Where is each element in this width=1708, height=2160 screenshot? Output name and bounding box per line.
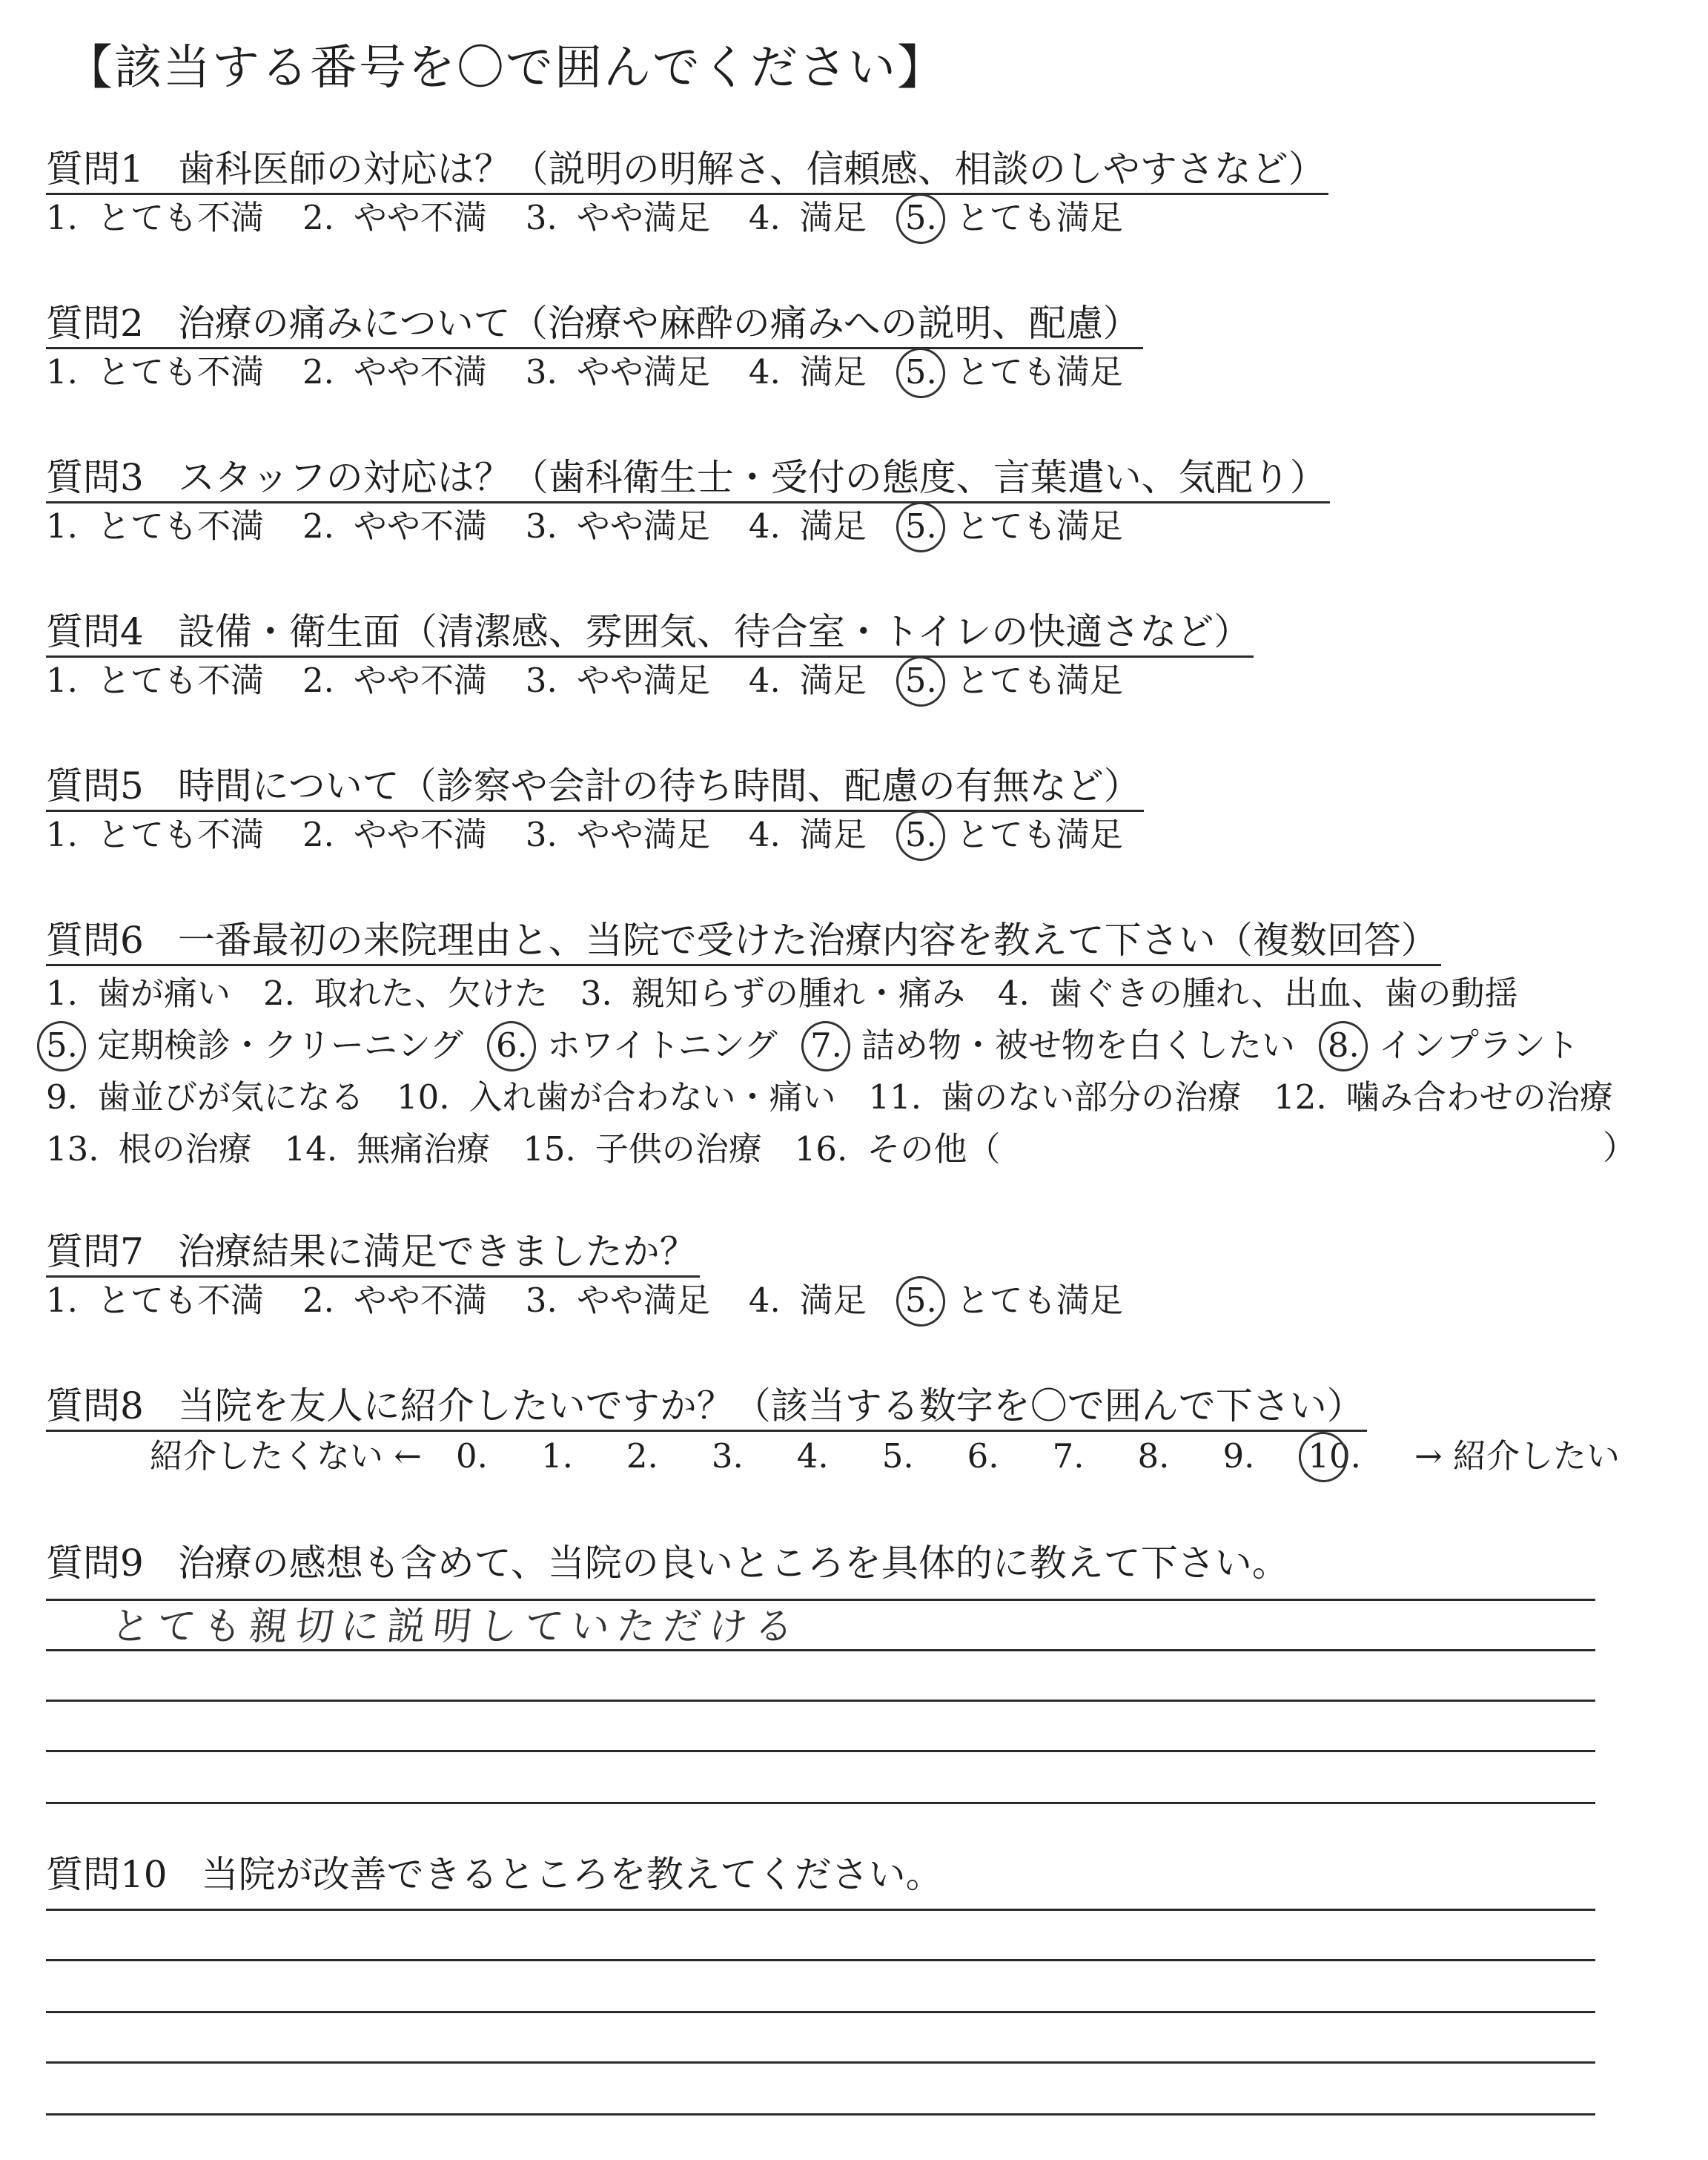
option-label: 噛み合わせの治療 bbox=[1345, 1077, 1613, 1117]
option-label: インプラント bbox=[1378, 1025, 1579, 1065]
question-heading bbox=[46, 1382, 1367, 1432]
option[interactable] bbox=[580, 971, 965, 1016]
option[interactable] bbox=[749, 813, 867, 857]
option-number: 16. bbox=[794, 1129, 848, 1169]
option-label: とても不満 bbox=[96, 198, 264, 237]
option[interactable] bbox=[998, 971, 1518, 1016]
other-close-paren: ） bbox=[1603, 1128, 1637, 1167]
question-heading bbox=[46, 1851, 943, 1898]
question-heading bbox=[46, 1539, 1289, 1587]
option-number: 1. bbox=[46, 1281, 78, 1320]
option-number: 4. bbox=[748, 661, 781, 700]
option[interactable] bbox=[302, 504, 487, 549]
option[interactable] bbox=[749, 1278, 867, 1323]
option[interactable] bbox=[46, 813, 264, 857]
option-label: やや満足 bbox=[576, 506, 710, 546]
option-number: 2. bbox=[262, 974, 295, 1013]
q6-row bbox=[46, 1127, 1033, 1172]
option-number: 13. bbox=[46, 1129, 99, 1169]
option-label: ホワイトニング bbox=[546, 1025, 778, 1065]
option-number: 3. bbox=[525, 198, 557, 237]
option-label: やや満足 bbox=[576, 1281, 710, 1320]
option-label: 満足 bbox=[799, 506, 867, 546]
option-number: 14. bbox=[284, 1129, 338, 1169]
option-number: 1. bbox=[46, 974, 78, 1013]
option-number: 1. bbox=[46, 506, 78, 546]
option-label: とても満足 bbox=[956, 506, 1123, 546]
question-number: 質問3 bbox=[46, 456, 144, 499]
option[interactable] bbox=[749, 196, 867, 240]
option-label: 入れ歯が合わない・痛い bbox=[469, 1077, 836, 1117]
option[interactable] bbox=[1274, 1075, 1613, 1120]
question-heading bbox=[46, 916, 1441, 966]
option-label: やや不満 bbox=[353, 352, 487, 392]
option-label: 満足 bbox=[799, 1281, 867, 1320]
answer-line bbox=[46, 1909, 1595, 1911]
option-number: 2. bbox=[302, 352, 334, 392]
question-text: 歯科医師の対応は？（説明の明解さ、信頼感、相談のしやすさなど） bbox=[177, 148, 1325, 191]
scale-value[interactable] bbox=[626, 1434, 678, 1479]
option-number: 4. bbox=[748, 198, 781, 237]
option-number: 7. bbox=[810, 1025, 842, 1065]
q6-row bbox=[46, 971, 1551, 1016]
option-number: 5. bbox=[904, 661, 937, 700]
option-label: 歯ぐきの腫れ、出血、歯の動揺 bbox=[1048, 974, 1518, 1013]
option-label: とても不満 bbox=[96, 1281, 264, 1320]
question-7 bbox=[46, 1228, 1662, 1376]
scale-number: 10. bbox=[1308, 1436, 1361, 1476]
rating-options bbox=[46, 350, 1162, 394]
question-text: 設備・衛生面（清潔感、雰囲気、待合室・トイレの快適さなど） bbox=[177, 610, 1251, 653]
option-label: とても不満 bbox=[96, 661, 264, 700]
option-number: 3. bbox=[525, 815, 557, 854]
question-3 bbox=[46, 454, 1662, 602]
question-number: 質問9 bbox=[46, 1542, 144, 1585]
option-number: 12. bbox=[1274, 1077, 1327, 1117]
question-number: 質問1 bbox=[46, 148, 144, 191]
option-number: 4. bbox=[748, 1281, 781, 1320]
recommend-scale bbox=[150, 1434, 1654, 1479]
option-number: 5. bbox=[904, 506, 937, 546]
option-label: やや不満 bbox=[353, 1281, 487, 1320]
question-number: 質問6 bbox=[46, 919, 144, 962]
option-label: 子供の治療 bbox=[595, 1129, 762, 1169]
option[interactable] bbox=[263, 971, 548, 1016]
option[interactable] bbox=[526, 658, 710, 703]
option[interactable] bbox=[302, 813, 487, 857]
option-number: 4. bbox=[748, 815, 781, 854]
option[interactable] bbox=[285, 1127, 491, 1172]
option-number: 5. bbox=[904, 1281, 937, 1320]
option-number: 2. bbox=[302, 661, 334, 700]
question-text: スタッフの対応は？（歯科衛生士・受付の態度、言葉遣い、気配り） bbox=[177, 456, 1327, 499]
scale-value[interactable] bbox=[456, 1434, 507, 1479]
scale-value[interactable] bbox=[1222, 1434, 1274, 1479]
question-heading bbox=[46, 454, 1330, 503]
option[interactable] bbox=[496, 1023, 778, 1068]
option-label: 歯のない部分の治療 bbox=[941, 1077, 1242, 1117]
question-heading bbox=[46, 145, 1328, 195]
option-number: 3. bbox=[525, 506, 557, 546]
option-label: 満足 bbox=[799, 815, 867, 854]
scale-number: 5. bbox=[881, 1436, 914, 1476]
option[interactable] bbox=[905, 350, 1123, 394]
option-label: 取れた、欠けた bbox=[314, 974, 548, 1013]
option[interactable] bbox=[46, 971, 231, 1016]
option-number: 5. bbox=[904, 815, 937, 854]
option-label: とても不満 bbox=[96, 352, 264, 392]
option-label: 無痛治療 bbox=[357, 1129, 491, 1169]
rating-options bbox=[46, 1278, 1162, 1323]
option[interactable] bbox=[905, 813, 1123, 857]
option[interactable] bbox=[749, 504, 867, 549]
option[interactable] bbox=[46, 504, 264, 549]
option-label: とても不満 bbox=[96, 506, 264, 546]
option-label: やや不満 bbox=[353, 815, 487, 854]
scale-value[interactable] bbox=[1308, 1434, 1380, 1479]
option-label: 歯並びが気になる bbox=[96, 1077, 364, 1117]
option[interactable] bbox=[526, 813, 710, 857]
option-label: とても満足 bbox=[956, 198, 1123, 237]
option[interactable] bbox=[302, 658, 487, 703]
option-number: 2. bbox=[302, 198, 334, 237]
option-label: 根の治療 bbox=[118, 1129, 252, 1169]
option[interactable] bbox=[46, 1023, 463, 1068]
option-label: やや満足 bbox=[576, 815, 710, 854]
scale-number: 9. bbox=[1222, 1436, 1255, 1476]
option[interactable] bbox=[302, 350, 487, 394]
question-heading bbox=[46, 1228, 700, 1278]
answer-line bbox=[46, 1599, 1595, 1601]
option[interactable] bbox=[46, 350, 264, 394]
option[interactable] bbox=[905, 1278, 1123, 1323]
option-label: とても満足 bbox=[956, 1281, 1123, 1320]
option[interactable] bbox=[1328, 1023, 1579, 1068]
scale-number: 7. bbox=[1052, 1436, 1085, 1476]
option-number: 11. bbox=[868, 1077, 922, 1117]
answer-line bbox=[46, 1802, 1595, 1804]
option-number: 5. bbox=[904, 198, 937, 237]
question-text: 治療の感想も含めて、当院の良いところを具体的に教えて下さい。 bbox=[177, 1542, 1289, 1585]
rating-options bbox=[46, 813, 1162, 857]
question-text: 治療の痛みについて（治療や麻酔の痛みへの説明、配慮） bbox=[177, 302, 1140, 345]
question-text: 当院が改善できるところを教えてください。 bbox=[201, 1853, 943, 1896]
option[interactable] bbox=[46, 196, 264, 240]
answer-line bbox=[46, 1959, 1595, 1961]
q6-row bbox=[46, 1075, 1646, 1120]
option[interactable] bbox=[749, 350, 867, 394]
option[interactable] bbox=[526, 350, 710, 394]
answer-line bbox=[46, 2011, 1595, 2013]
option-label: やや不満 bbox=[353, 661, 487, 700]
option-number: 3. bbox=[525, 352, 557, 392]
question-1 bbox=[46, 145, 1662, 294]
question-number: 質問4 bbox=[46, 610, 144, 653]
q6-row bbox=[46, 1023, 1612, 1068]
scale-number: 0. bbox=[456, 1436, 488, 1476]
option-number: 3. bbox=[525, 661, 557, 700]
option-number: 1. bbox=[46, 815, 78, 854]
rating-options bbox=[46, 196, 1162, 240]
option-label: 満足 bbox=[799, 661, 867, 700]
scale-value[interactable] bbox=[541, 1434, 592, 1479]
question-number: 質問10 bbox=[46, 1853, 168, 1896]
option-label: やや満足 bbox=[576, 661, 710, 700]
option-number: 4. bbox=[748, 352, 781, 392]
option[interactable] bbox=[795, 1127, 1001, 1172]
option-number: 1. bbox=[46, 198, 78, 237]
answer-line bbox=[46, 1649, 1595, 1651]
scale-number: 4. bbox=[796, 1436, 829, 1476]
option-label: 満足 bbox=[799, 198, 867, 237]
option[interactable] bbox=[46, 658, 264, 703]
option[interactable] bbox=[905, 658, 1123, 703]
scale-value[interactable] bbox=[797, 1434, 848, 1479]
scale-number: 8. bbox=[1137, 1436, 1170, 1476]
option[interactable] bbox=[526, 196, 710, 240]
handwritten-answer: とても親切に説明していただける bbox=[108, 1605, 804, 1649]
rating-options bbox=[46, 658, 1162, 703]
scale-number: 6. bbox=[967, 1436, 999, 1476]
scale-left-label: 紹介したくない ← bbox=[150, 1436, 423, 1476]
question-6 bbox=[46, 916, 1662, 1243]
answer-line bbox=[46, 2113, 1595, 2116]
question-text: 当院を友人に紹介したいですか？（該当する数字を〇で囲んで下さい） bbox=[177, 1384, 1364, 1427]
option-number: 15. bbox=[523, 1129, 576, 1169]
option-label: 親知らずの腫れ・痛み bbox=[631, 974, 965, 1013]
option-label: やや不満 bbox=[353, 198, 487, 237]
option[interactable] bbox=[749, 658, 867, 703]
scale-value[interactable] bbox=[967, 1434, 1019, 1479]
answer-line bbox=[46, 2061, 1595, 2064]
question-number: 質問7 bbox=[46, 1230, 144, 1273]
option-number: 1. bbox=[46, 661, 78, 700]
question-number: 質問2 bbox=[46, 302, 144, 345]
option-number: 10. bbox=[396, 1077, 450, 1117]
scale-value[interactable] bbox=[882, 1434, 933, 1479]
scale-number: 1. bbox=[540, 1436, 573, 1476]
question-number: 質問5 bbox=[46, 764, 144, 807]
answer-line bbox=[46, 1700, 1595, 1702]
scale-value[interactable] bbox=[1053, 1434, 1104, 1479]
option[interactable] bbox=[46, 1127, 252, 1172]
option-label: その他（ bbox=[867, 1129, 1001, 1169]
question-text: 一番最初の来院理由と、当院で受けた治療内容を教えて下さい（複数回答） bbox=[177, 919, 1438, 962]
option-number: 6. bbox=[496, 1025, 528, 1065]
scale-number: 3. bbox=[711, 1436, 744, 1476]
question-2 bbox=[46, 300, 1662, 448]
option[interactable] bbox=[302, 1278, 487, 1323]
question-heading bbox=[46, 762, 1144, 812]
option-label: 歯が痛い bbox=[96, 974, 231, 1013]
option-label: やや不満 bbox=[353, 506, 487, 546]
option[interactable] bbox=[905, 196, 1123, 240]
scale-number: 2. bbox=[626, 1436, 658, 1476]
option-number: 3. bbox=[525, 1281, 557, 1320]
question-8 bbox=[46, 1382, 1662, 1530]
option[interactable] bbox=[523, 1127, 762, 1172]
option-number: 5. bbox=[46, 1025, 78, 1065]
option-number: 5. bbox=[904, 352, 937, 392]
scale-right-label: → 紹介したい bbox=[1414, 1436, 1620, 1476]
question-text: 時間について（診察や会計の待ち時間、配慮の有無など） bbox=[177, 764, 1141, 807]
option-label: とても満足 bbox=[956, 352, 1123, 392]
answer-line bbox=[46, 1750, 1595, 1752]
page-title: 【該当する番号を〇で囲んでください】 bbox=[65, 41, 946, 96]
question-5 bbox=[46, 762, 1662, 911]
option-number: 4. bbox=[997, 974, 1030, 1013]
option-number: 2. bbox=[302, 506, 334, 546]
option-label: とても満足 bbox=[956, 815, 1123, 854]
question-heading bbox=[46, 608, 1254, 658]
option[interactable] bbox=[302, 196, 487, 240]
option[interactable] bbox=[869, 1075, 1242, 1120]
option-number: 4. bbox=[748, 506, 781, 546]
option[interactable] bbox=[526, 504, 710, 549]
option-label: 満足 bbox=[799, 352, 867, 392]
option-number: 9. bbox=[46, 1077, 78, 1117]
option[interactable] bbox=[397, 1075, 836, 1120]
question-4 bbox=[46, 608, 1662, 756]
question-10 bbox=[46, 1851, 1662, 1895]
question-text: 治療結果に満足できましたか？ bbox=[177, 1230, 697, 1273]
option[interactable] bbox=[46, 1075, 364, 1120]
option-number: 1. bbox=[46, 352, 78, 392]
option-label: やや満足 bbox=[576, 352, 710, 392]
option-label: やや満足 bbox=[576, 198, 710, 237]
option[interactable] bbox=[526, 1278, 710, 1323]
option[interactable] bbox=[905, 504, 1123, 549]
question-heading bbox=[46, 300, 1143, 349]
option-number: 3. bbox=[580, 974, 612, 1013]
question-number: 質問8 bbox=[46, 1384, 144, 1427]
scale-value[interactable] bbox=[712, 1434, 763, 1479]
option-label: とても満足 bbox=[956, 661, 1123, 700]
option-label: 詰め物・被せ物を白くしたい bbox=[861, 1025, 1295, 1065]
option[interactable] bbox=[810, 1023, 1295, 1068]
option-number: 2. bbox=[302, 1281, 334, 1320]
option-number: 2. bbox=[302, 815, 334, 854]
scale-value[interactable] bbox=[1138, 1434, 1189, 1479]
option-number: 8. bbox=[1327, 1025, 1360, 1065]
option[interactable] bbox=[46, 1278, 264, 1323]
option-label: 定期検診・クリーニング bbox=[96, 1025, 464, 1065]
rating-options bbox=[46, 504, 1162, 549]
option-label: とても不満 bbox=[96, 815, 264, 854]
question-9 bbox=[46, 1539, 1662, 1584]
